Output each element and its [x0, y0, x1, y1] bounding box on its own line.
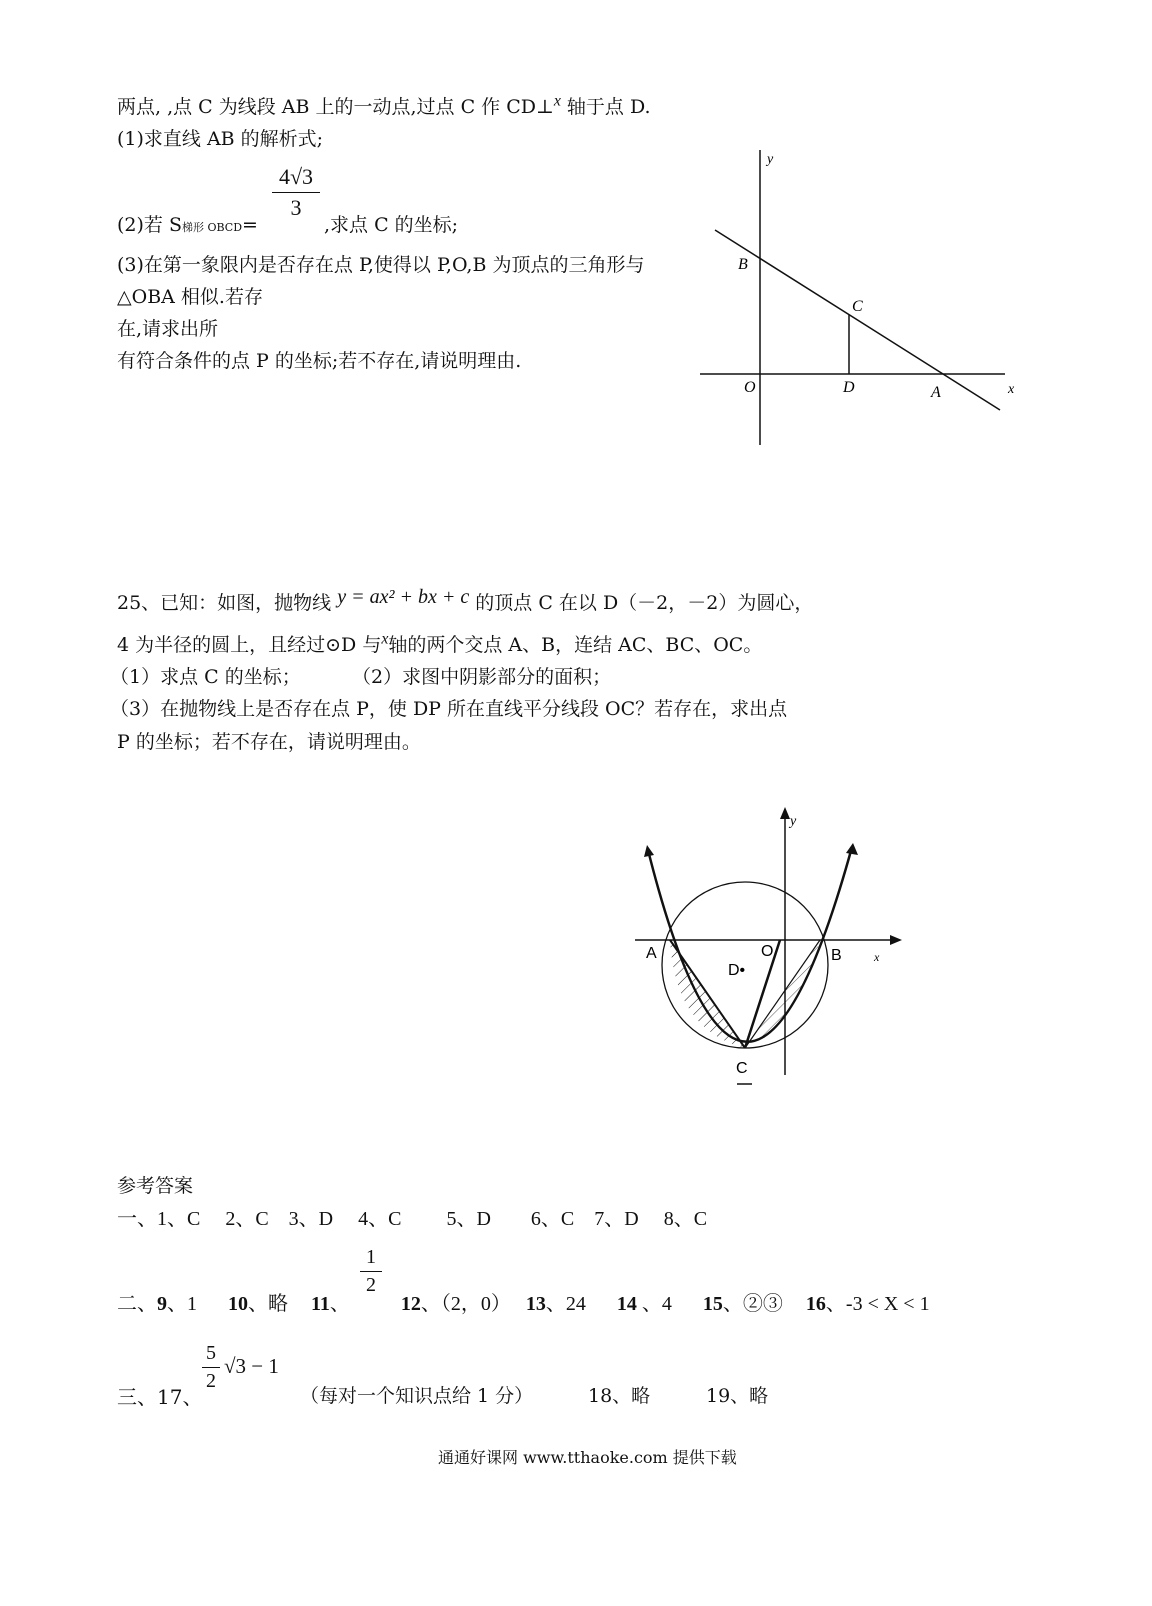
label-b: B: [738, 256, 748, 273]
chord-ac: [670, 940, 745, 1048]
answer-17-tail: √3 − 1: [224, 1354, 279, 1378]
parabola-arrow-right: [846, 843, 858, 855]
answers-row2: [117, 1287, 930, 1316]
y-arrow: [780, 807, 790, 819]
label-o: O: [761, 943, 774, 960]
row2-prefix: 二、: [117, 1293, 157, 1315]
label-d: D: [843, 379, 855, 396]
q24-frac-den: 3: [290, 195, 302, 220]
label-o: O: [744, 379, 756, 396]
parabola-arrow-left: [644, 845, 654, 857]
answer-num-12: 12: [400, 1293, 421, 1315]
answer-val-12: 、（2，0）: [420, 1293, 511, 1315]
q25-part1: （1）求点 C 的坐标；: [110, 666, 301, 688]
answer-17-fraction: [202, 1342, 220, 1393]
q25-part3-line1: （3）在抛物线上是否存在点 P，使 DP 所在直线平分线段 OC？若存在，求出点: [110, 698, 788, 720]
answer-num-11: 11: [311, 1293, 330, 1315]
q24-line1: [117, 92, 651, 119]
q24-part3-line3: 在,请求出所: [117, 318, 219, 340]
frac17-den: 2: [206, 1370, 216, 1392]
q25-line1-suffix: 的顶点 C 在以 D（－2，－2）为圆心，: [475, 592, 814, 614]
label-a: A: [646, 945, 657, 962]
q24-part3-line2: △OBA 相似.若存: [117, 286, 263, 308]
label-c: C: [852, 298, 863, 315]
q24-part2-suffix: ,求点 C 的坐标;: [324, 214, 459, 236]
q25-line1: [117, 588, 813, 615]
answer-num-13: 13: [525, 1293, 546, 1315]
x-arrow: [890, 935, 902, 945]
q24-figure: [690, 145, 1040, 455]
q24-frac-num: 4√3: [278, 164, 314, 189]
q25-line2: [117, 630, 762, 657]
parabola: [648, 847, 852, 1042]
q25-part2: （2）求图中阴影部分的面积；: [352, 666, 612, 688]
answers-row1: 一、1、C 2、C 3、D 4、C 5、D 6、C 7、D 8、C: [117, 1208, 708, 1230]
line-ab: [715, 230, 1000, 410]
q25-part3-line2: P 的坐标；若不存在，请说明理由。: [117, 731, 421, 753]
frac11-den: 2: [366, 1274, 376, 1296]
q24-part1: (1)求直线 AB 的解析式;: [117, 128, 324, 150]
answers-row3-note: （每对一个知识点给 1 分）: [300, 1385, 534, 1407]
q24-var-x: x: [553, 92, 561, 110]
answer-num-16: 16: [805, 1293, 826, 1315]
fraction-bar: [202, 1367, 220, 1368]
label-x: x: [1008, 382, 1015, 397]
q24-line1-text: 两点, ,点 C 为线段 AB 上的一动点,过点 C 作 CD⊥: [117, 96, 554, 118]
fraction-bar: [272, 192, 320, 193]
fraction-bar: [360, 1271, 382, 1272]
label-b: B: [831, 947, 842, 964]
answer-11-fraction: [360, 1246, 382, 1297]
answer-val-11: 、: [329, 1293, 350, 1315]
q25-line1-prefix: 25、已知：如图，抛物线: [117, 592, 332, 614]
q24-part2-sub: 梯形 OBCD: [181, 221, 243, 234]
answer-val-9: 、1: [167, 1293, 197, 1315]
q25-line2-suffix: 轴的两个交点 A、B，连结 AC、BC、OC。: [388, 634, 763, 656]
answer-val-13: 、24: [545, 1293, 586, 1315]
q24-part3-line1: (3)在第一象限内是否存在点 P,使得以 P,O,B 为顶点的三角形与: [117, 254, 645, 276]
chord-bc: [745, 940, 820, 1048]
q25-line2-prefix: 4 为半径的圆上，且经过⊙D 与: [117, 634, 382, 656]
answer-num-15: 15: [702, 1293, 723, 1315]
q24-part2-prefix: (2)若 S: [117, 214, 182, 236]
answer-num-9: 9: [157, 1293, 167, 1315]
label-y: y: [790, 814, 797, 829]
footer: 通通好课网 www.tthaoke.com 提供下载: [438, 1448, 737, 1467]
answers-row3-prefix: 三、17、: [117, 1385, 203, 1409]
answer-val-15: 、②③: [722, 1293, 783, 1315]
q25-var-x: x: [381, 630, 389, 648]
q25-figure: [620, 805, 910, 1100]
q24-part2-eq: =: [242, 214, 258, 236]
answer-num-10: 10: [228, 1293, 248, 1315]
q24-part3-line4: 有符合条件的点 P 的坐标;若不存在,请说明理由.: [117, 350, 522, 372]
label-d: D•: [728, 962, 746, 979]
answers-row3-18: 18、略: [588, 1385, 651, 1407]
frac11-num: 1: [366, 1246, 376, 1268]
q25-formula: y = ax² + bx + c: [337, 586, 470, 608]
answer-num-14: 14: [616, 1293, 637, 1315]
frac17-num: 5: [206, 1342, 216, 1364]
q24-area-fraction: [272, 164, 320, 221]
answer-val-16: 、-3 < X < 1: [825, 1293, 930, 1315]
q24-line1-tail: 轴于点 D.: [560, 96, 651, 118]
q24-part2: [117, 210, 258, 237]
label-x: x: [874, 950, 880, 964]
answer-val-14: 、4: [636, 1293, 672, 1315]
label-y: y: [767, 152, 774, 167]
label-a: A: [931, 384, 941, 401]
answers-title: 参考答案: [117, 1175, 194, 1197]
answers-row3-19: 19、略: [706, 1385, 769, 1407]
answer-val-10: 、略: [248, 1293, 288, 1315]
label-c: C: [736, 1060, 748, 1077]
